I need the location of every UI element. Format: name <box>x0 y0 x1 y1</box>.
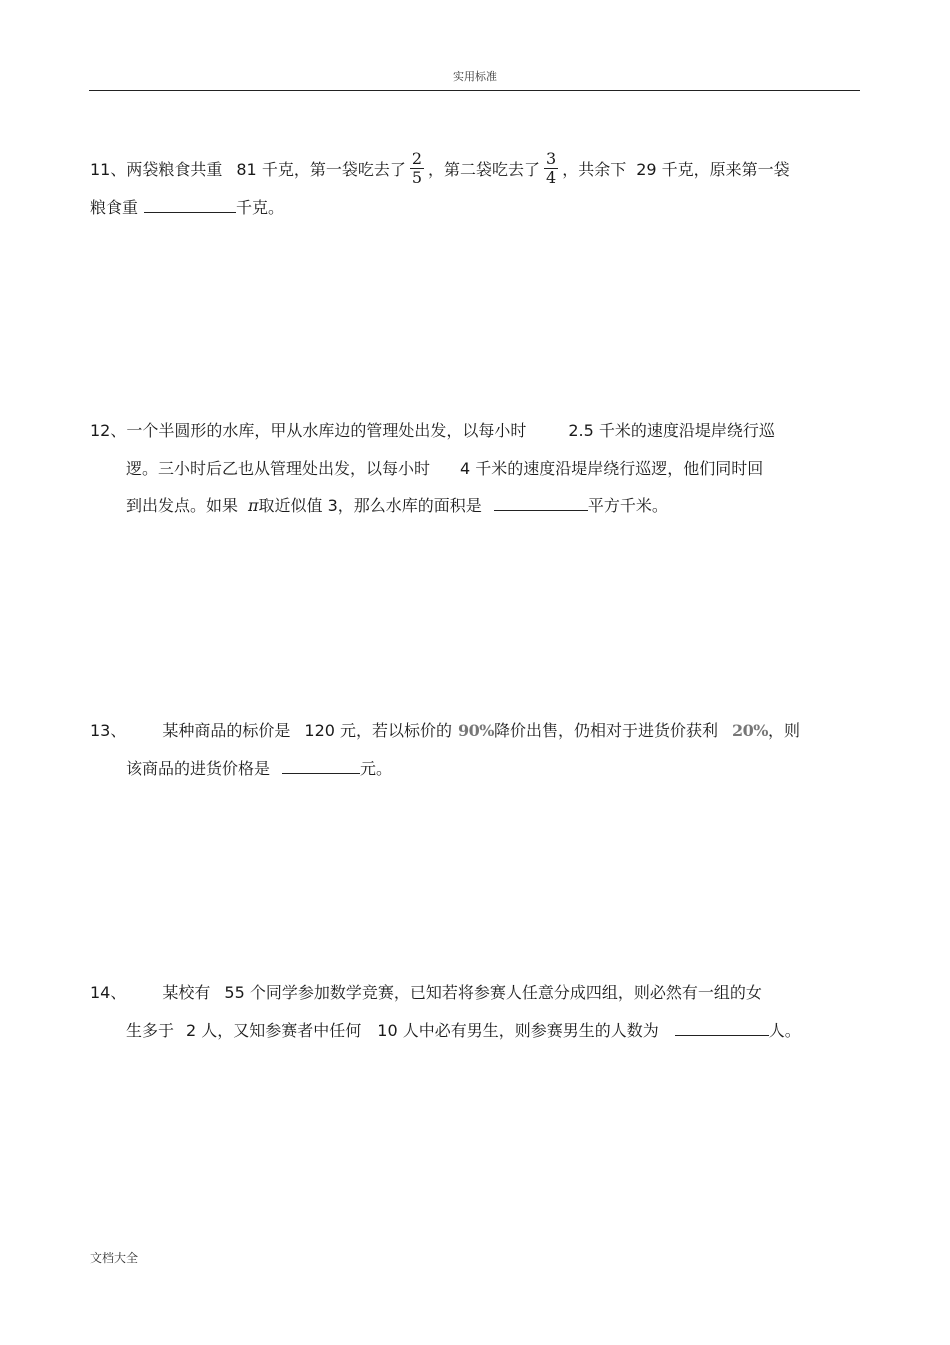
q14-line2-d: 人。 <box>768 1021 801 1040</box>
q12-line2-b: 4 千米的速度沿堤岸绕行巡逻，他们同时回 <box>460 459 764 478</box>
q11-fraction-2 <box>544 150 558 187</box>
q12-line1 <box>90 421 775 441</box>
q11-line2 <box>90 198 284 218</box>
q12-line1-a: 12、一个半圆形的水库，甲从水库边的管理处出发，以每小时 <box>90 421 527 440</box>
q11-fraction-2-num: 3 <box>546 149 557 168</box>
q13-line1-c: 降价出售，仍相对于进货价获利 <box>494 721 719 740</box>
q14-line1-b: 55 个同学参加数学竞赛，已知若将参赛人任意分成四组，则必然有一组的女 <box>224 983 762 1002</box>
q13-line1-b: 120 元，若以标价的 <box>304 721 453 740</box>
page-header: 实用标准 <box>453 70 497 83</box>
q13-percent-20: 20% <box>732 721 768 740</box>
q11-fraction-1 <box>410 150 424 187</box>
q11-text-e: 29 千克，原来第一袋 <box>636 160 790 179</box>
q12-line2 <box>126 459 763 479</box>
q12-answer-blank[interactable] <box>494 496 588 511</box>
q11-line1 <box>90 149 790 189</box>
q11-line2-a: 粮食重 <box>90 198 139 217</box>
q13-line1-d: ，则 <box>767 721 800 740</box>
q11-fraction-1-num: 2 <box>411 149 423 168</box>
q13-number: 13、 <box>90 721 127 740</box>
q12-line1-b: 2.5 千米的速度沿堤岸绕行巡 <box>568 421 775 440</box>
pi-symbol: π <box>248 496 259 515</box>
q11-text-b: 81 千克，第一袋吃去了 <box>236 160 406 179</box>
page-footer: 文档大全 <box>90 1251 139 1265</box>
q11-text-c: ，第二袋吃去了 <box>428 160 541 179</box>
q14-line2-a: 生多于 <box>126 1021 175 1040</box>
q12-line2-a: 逻。三小时后乙也从管理处出发，以每小时 <box>126 459 431 478</box>
q13-line2-a: 该商品的进货价格是 <box>126 759 271 778</box>
q11-answer-blank[interactable] <box>144 198 236 213</box>
header-rule <box>89 90 860 91</box>
q13-line2 <box>126 759 392 779</box>
q12-line3-a: 到出发点。如果 <box>126 496 239 515</box>
q11-text-d: ，共余下 <box>562 160 627 179</box>
q14-number: 14、 <box>90 983 127 1002</box>
q14-line2-c: 10 人中必有男生，则参赛男生的人数为 <box>377 1021 659 1040</box>
q11-text-a: 11、两袋粮食共重 <box>90 160 223 179</box>
q13-answer-blank[interactable] <box>282 759 360 774</box>
q13-line1-a: 某种商品的标价是 <box>162 721 291 740</box>
q12-line3 <box>126 496 668 516</box>
q13-line2-b: 元。 <box>360 759 393 778</box>
q14-line1-a: 某校有 <box>162 983 211 1002</box>
q14-line1 <box>90 983 762 1003</box>
q14-line2-b: 2 人，又知参赛者中任何 <box>186 1021 362 1040</box>
q11-line2-b: 千克。 <box>236 198 285 217</box>
q13-line1 <box>90 721 800 741</box>
q12-line3-b: 取近似值 3，那么水库的面积是 <box>258 496 482 515</box>
q13-percent-90: 90% <box>458 721 494 740</box>
q11-fraction-2-den: 4 <box>546 168 557 187</box>
q14-answer-blank[interactable] <box>675 1021 769 1036</box>
q12-line3-c: 平方千米。 <box>587 496 668 515</box>
q11-fraction-1-den: 5 <box>411 168 423 187</box>
q14-line2 <box>126 1021 801 1041</box>
